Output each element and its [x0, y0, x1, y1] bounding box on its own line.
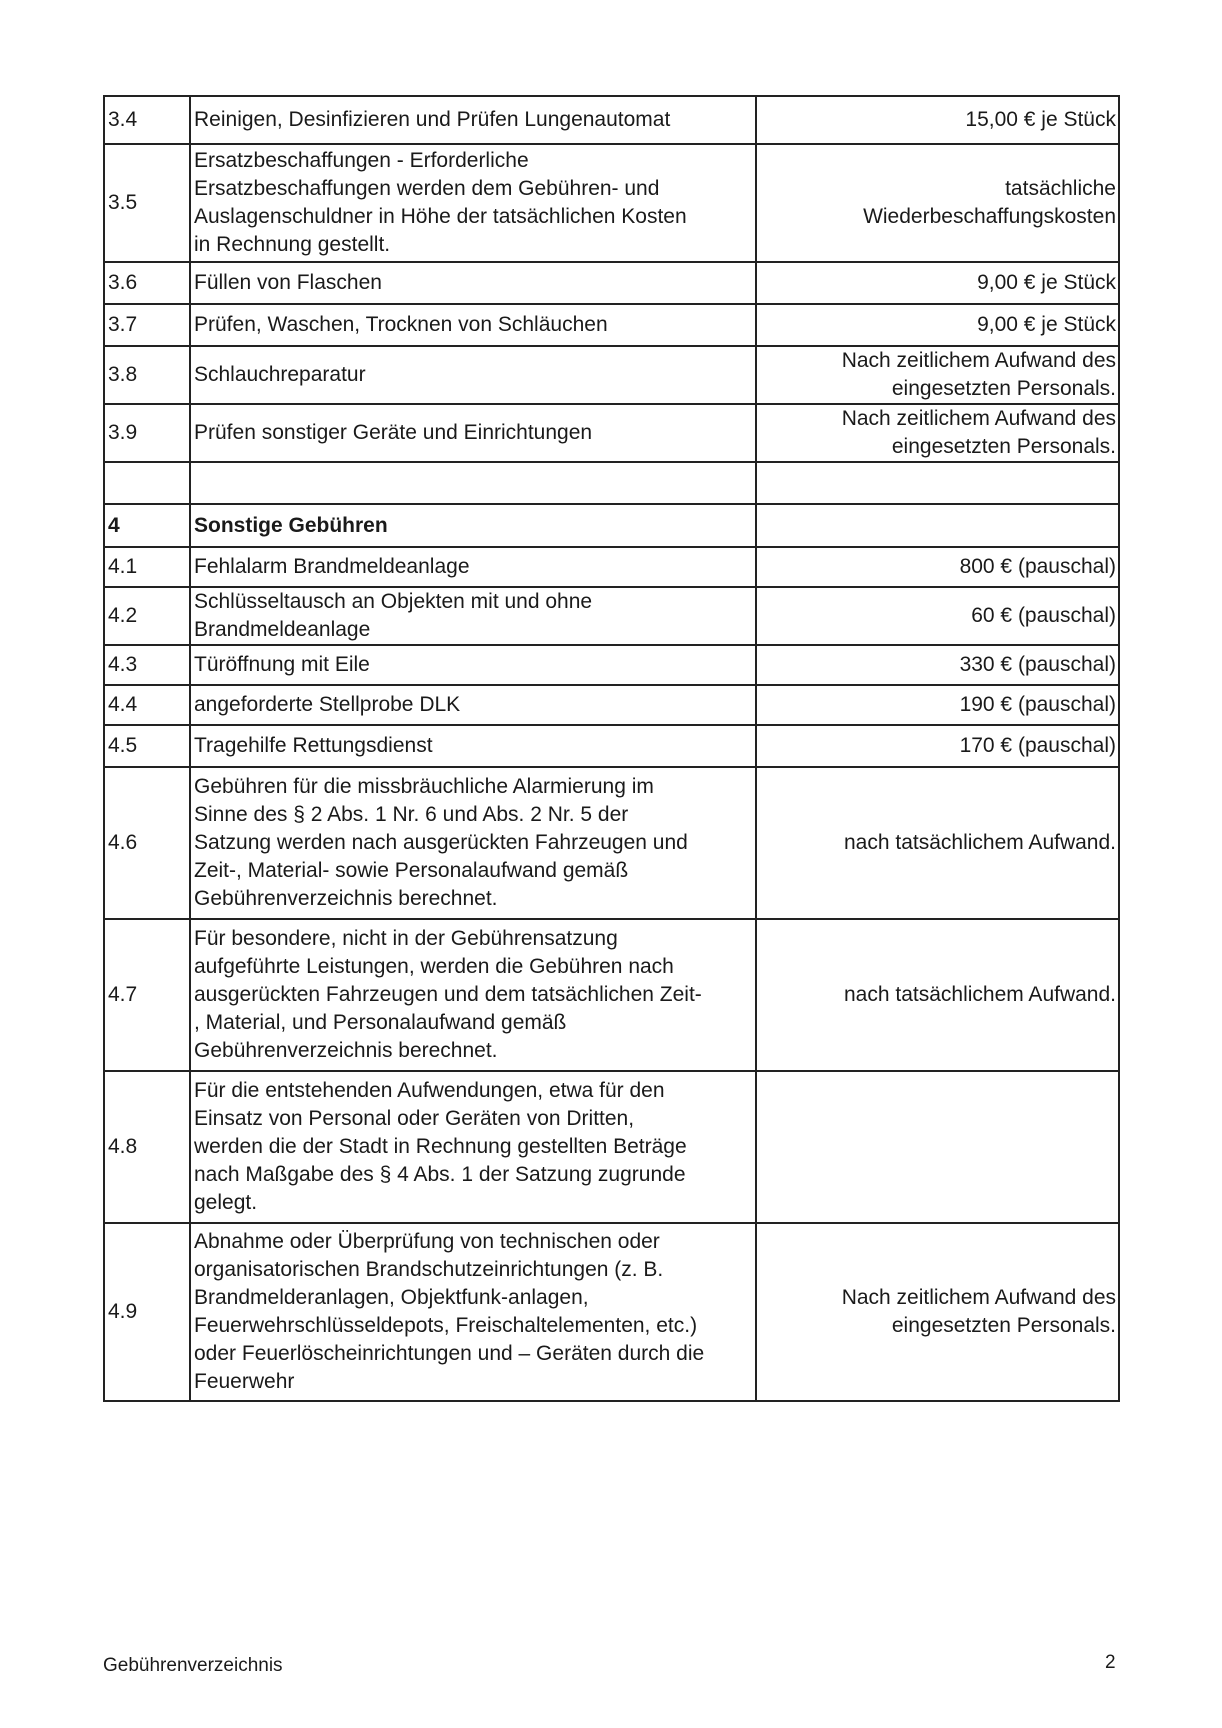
item-description: Sonstige Gebühren	[190, 504, 756, 547]
item-number: 4.2	[104, 587, 190, 645]
item-number: 4	[104, 504, 190, 547]
item-description: Füllen von Flaschen	[190, 262, 756, 304]
table-row	[104, 919, 1119, 1071]
item-description: Schlauchreparatur	[190, 346, 756, 404]
item-number: 4.9	[104, 1223, 190, 1401]
item-number: 3.8	[104, 346, 190, 404]
table-row	[104, 96, 1119, 144]
item-fee: 800 € (pauschal)	[756, 547, 1119, 587]
item-number: 4.1	[104, 547, 190, 587]
item-fee: 15,00 € je Stück	[756, 96, 1119, 144]
item-fee: Nach zeitlichem Aufwand des eingesetzten Personals.	[756, 404, 1119, 462]
item-number: 4.6	[104, 767, 190, 919]
item-fee: 60 € (pauschal)	[756, 587, 1119, 645]
table-row	[104, 304, 1119, 346]
item-number	[104, 462, 190, 504]
item-description: Für die entstehenden Aufwendungen, etwa für den Einsatz von Personal oder Geräten von Dritten, werden die der Stadt in Rechnung gestellten Beträge nach Maßgabe des § 4 Abs. 1 der Satzung zugrunde gelegt.	[190, 1071, 756, 1223]
table-row	[104, 685, 1119, 725]
item-number: 3.9	[104, 404, 190, 462]
item-description: Abnahme oder Überprüfung von technischen oder organisatorischen Brandschutzeinrichtungen (z. B. Brandmelderanlagen, Objektfunk-anlagen, Feuerwehrschlüsseldepots, Freischaltelementen, etc.) oder Feuerlöscheinrichtungen und – Geräten durch die Feuerwehr	[190, 1223, 756, 1401]
item-description: angeforderte Stellprobe DLK	[190, 685, 756, 725]
item-description: Gebühren für die missbräuchliche Alarmierung im Sinne des § 2 Abs. 1 Nr. 6 und Abs. 2 Nr. 5 der Satzung werden nach ausgerückten Fahrzeugen und Zeit-, Material- sowie Personalaufwand gemäß Gebührenverzeichnis berechnet.	[190, 767, 756, 919]
item-description: Türöffnung mit Eile	[190, 645, 756, 685]
section-row	[104, 504, 1119, 547]
item-number: 3.7	[104, 304, 190, 346]
item-description: Tragehilfe Rettungsdienst	[190, 725, 756, 767]
item-fee	[756, 504, 1119, 547]
item-fee: tatsächliche Wiederbeschaffungskosten	[756, 144, 1119, 262]
item-fee: nach tatsächlichem Aufwand.	[756, 919, 1119, 1071]
item-description: Prüfen, Waschen, Trocknen von Schläuchen	[190, 304, 756, 346]
item-number: 3.6	[104, 262, 190, 304]
item-description: Ersatzbeschaffungen - Erforderliche Ersatzbeschaffungen werden dem Gebühren- und Auslagenschuldner in Höhe der tatsächlichen Kosten in Rechnung gestellt.	[190, 144, 756, 262]
item-fee	[756, 462, 1119, 504]
item-description: Reinigen, Desinfizieren und Prüfen Lungenautomat	[190, 96, 756, 144]
item-fee: 190 € (pauschal)	[756, 685, 1119, 725]
table-row	[104, 144, 1119, 262]
table-row	[104, 346, 1119, 404]
item-number: 4.5	[104, 725, 190, 767]
item-fee: Nach zeitlichem Aufwand des eingesetzten Personals.	[756, 346, 1119, 404]
item-fee: nach tatsächlichem Aufwand.	[756, 767, 1119, 919]
item-fee: 9,00 € je Stück	[756, 304, 1119, 346]
table-row	[104, 645, 1119, 685]
table-row	[104, 404, 1119, 462]
page-number: 2	[1105, 1652, 1116, 1673]
table-row	[104, 262, 1119, 304]
item-number: 3.4	[104, 96, 190, 144]
table-row	[104, 725, 1119, 767]
item-description: Prüfen sonstiger Geräte und Einrichtungen	[190, 404, 756, 462]
table-row	[104, 547, 1119, 587]
item-number: 4.3	[104, 645, 190, 685]
item-number: 3.5	[104, 144, 190, 262]
table-row	[104, 1071, 1119, 1223]
item-fee: 9,00 € je Stück	[756, 262, 1119, 304]
item-number: 4.7	[104, 919, 190, 1071]
item-number: 4.8	[104, 1071, 190, 1223]
table-row	[104, 1223, 1119, 1401]
table-row	[104, 767, 1119, 919]
item-description	[190, 462, 756, 504]
item-fee: 170 € (pauschal)	[756, 725, 1119, 767]
spacer-row	[104, 462, 1119, 504]
fee-table	[103, 95, 1120, 1402]
item-description: Schlüsseltausch an Objekten mit und ohne Brandmeldeanlage	[190, 587, 756, 645]
item-fee	[756, 1071, 1119, 1223]
item-description: Fehlalarm Brandmeldeanlage	[190, 547, 756, 587]
item-number: 4.4	[104, 685, 190, 725]
item-description: Für besondere, nicht in der Gebührensatzung aufgeführte Leistungen, werden die Gebühren nach ausgerückten Fahrzeugen und dem tatsächlichen Zeit- , Material, und Personalaufwand gemäß Gebührenverzeichnis berechnet.	[190, 919, 756, 1071]
fee-table-body	[104, 96, 1119, 1401]
table-row	[104, 587, 1119, 645]
footer-title: Gebührenverzeichnis	[103, 1655, 283, 1676]
item-fee: Nach zeitlichem Aufwand des eingesetzten Personals.	[756, 1223, 1119, 1401]
item-fee: 330 € (pauschal)	[756, 645, 1119, 685]
